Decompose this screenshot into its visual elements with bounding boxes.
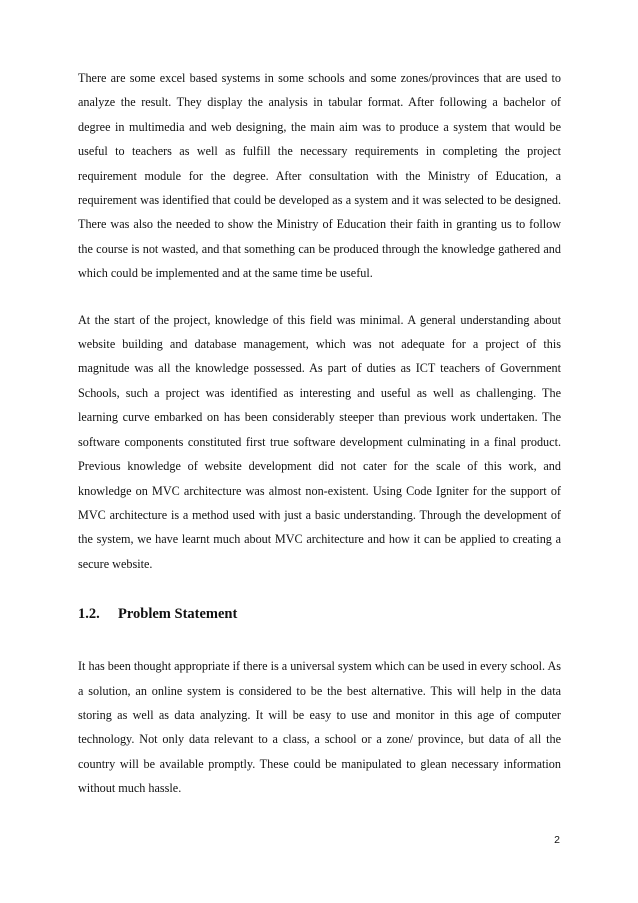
section-spacer bbox=[78, 576, 561, 604]
section-title: Problem Statement bbox=[118, 606, 238, 623]
page-content bbox=[78, 66, 561, 801]
paragraph-intro-1: There are some excel based systems in some schools and some zones/provinces that are used to analyze the result. They display the analysis in tabular format. After following a bachelor of degree in multimedia and web designing, the main aim was to produce a system that would be useful to teachers as well as fulfill the necessary requirements in completing the project requirement module for the degree. After consultation with the Ministry of Education, a requirement was identified that could be developed as a system and it was selected to be designed. There was also the needed to show the Ministry of Education their faith in granting us to follow the course is not wasted, and that something can be produced through the knowledge gathered and which could be implemented and at the same time be useful. bbox=[78, 71, 561, 281]
paragraph-problem-1: It has been thought appropriate if there is a universal system which can be used in every school. As a solution, an online system is considered to be the best alternative. This will help in the data storing as well as data analyzing. It will be easy to use and monitor in this age of computer technology. Not only data relevant to a class, a school or a zone/ province, but data of all the country will be available promptly. These could be manipulated to glean necessary information without much hassle. bbox=[78, 659, 561, 796]
paragraph-intro-2: At the start of the project, knowledge of this field was minimal. A general understanding about website building and database management, which was not adequate for a project of this magnitude was all the knowledge possessed. As part of duties as ICT teachers of Government Schools, such a project was identified as interesting and useful as well as challenging. The learning curve embarked on has been considerably steeper than previous work undertaken. The software components constituted first true software development culminating in a final product. Previous knowledge of website development did not cater for the scale of this work, and knowledge on MVC architecture was almost non-existent. Using Code Igniter for the support of MVC architecture is a method used with just a basic understanding. Through the development of the system, we have learnt much about MVC architecture and how it can be applied to creating a secure website. bbox=[78, 312, 561, 571]
section-heading bbox=[78, 604, 561, 624]
paragraph-spacer bbox=[78, 286, 561, 308]
heading-spacer bbox=[78, 624, 561, 654]
page-number: 2 bbox=[554, 834, 560, 846]
section-number: 1.2. bbox=[78, 606, 100, 623]
